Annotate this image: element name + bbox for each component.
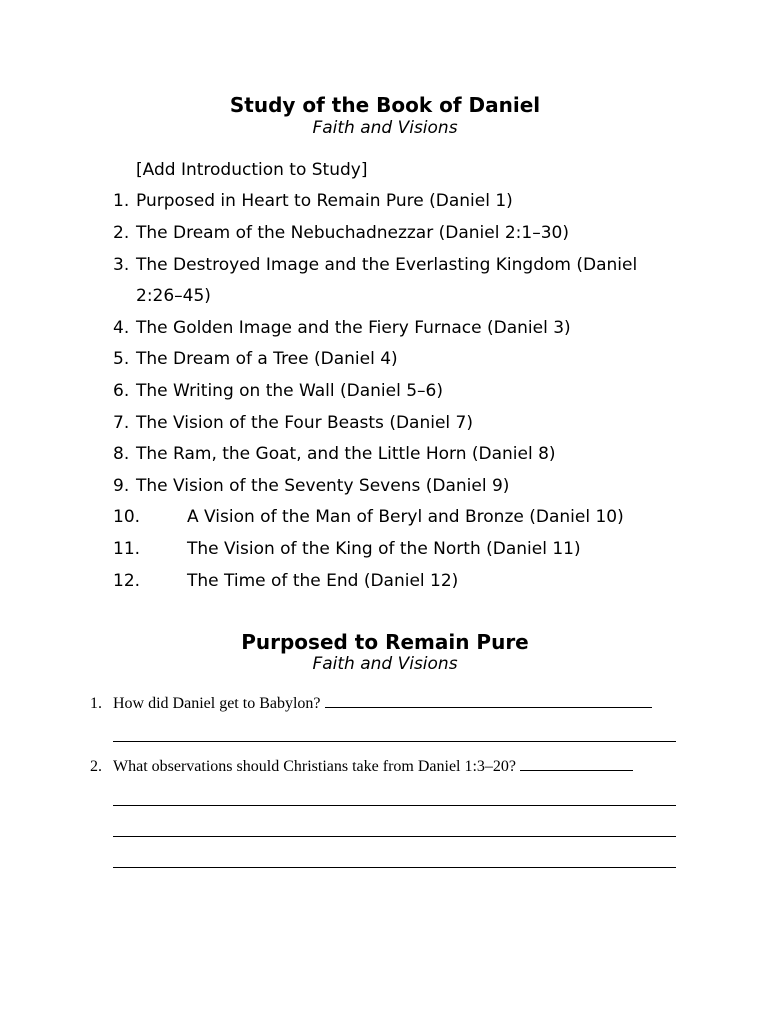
lesson-title-heading: Purposed to Remain Pure	[241, 630, 529, 654]
lesson-number: 3.	[113, 255, 130, 275]
answer-blank-inline[interactable]	[520, 769, 633, 771]
study-introduction-placeholder: [Add Introduction to Study]	[136, 160, 368, 180]
lesson-title: The Dream of a Tree (Daniel 4)	[136, 349, 398, 369]
lesson-number: 8.	[113, 444, 130, 464]
lesson-title-continuation: 2:26–45)	[136, 286, 211, 306]
lesson-number: 6.	[113, 381, 130, 401]
lesson-title: The Vision of the Seventy Sevens (Daniel 9)	[136, 476, 510, 496]
lesson-title: The Writing on the Wall (Daniel 5–6)	[136, 381, 443, 401]
lesson-number: 7.	[113, 413, 130, 433]
question-prompt: What observations should Christians take from Daniel 1:3–20?	[113, 758, 517, 775]
lesson-title: The Dream of the Nebuchadnezzar (Daniel 2:1–30)	[136, 223, 569, 243]
lesson-number: 2.	[113, 223, 130, 243]
lesson-title: The Vision of the Four Beasts (Daniel 7)	[136, 413, 473, 433]
study-subtitle: Faith and Visions	[312, 118, 458, 138]
question-number: 1.	[90, 695, 102, 712]
question-text	[113, 757, 633, 777]
lesson-title: The Destroyed Image and the Everlasting Kingdom (Daniel	[136, 255, 638, 275]
answer-line[interactable]	[113, 741, 676, 742]
lesson-title: The Golden Image and the Fiery Furnace (Daniel 3)	[136, 318, 571, 338]
lesson-number: 4.	[113, 318, 130, 338]
lesson-title: The Time of the End (Daniel 12)	[187, 571, 459, 591]
answer-line[interactable]	[113, 805, 676, 806]
lesson-title: A Vision of the Man of Beryl and Bronze (Daniel 10)	[187, 507, 624, 527]
lesson-number: 10.	[113, 507, 141, 527]
question-prompt: How did Daniel get to Babylon?	[113, 695, 321, 712]
lesson-number: 11.	[113, 539, 141, 559]
answer-line[interactable]	[113, 836, 676, 837]
lesson-title: Purposed in Heart to Remain Pure (Daniel 1)	[136, 191, 513, 211]
lesson-title: The Vision of the King of the North (Daniel 11)	[187, 539, 581, 559]
lesson-number: 9.	[113, 476, 130, 496]
lesson-title: The Ram, the Goat, and the Little Horn (Daniel 8)	[136, 444, 556, 464]
question-text	[113, 694, 652, 714]
question-number: 2.	[90, 758, 102, 775]
lesson-subtitle: Faith and Visions	[312, 654, 458, 674]
study-title: Study of the Book of Daniel	[229, 93, 541, 117]
answer-blank-inline[interactable]	[325, 706, 652, 708]
lesson-number: 1.	[113, 191, 130, 211]
lesson-number: 12.	[113, 571, 141, 591]
answer-line[interactable]	[113, 867, 676, 868]
lesson-number: 5.	[113, 349, 130, 369]
